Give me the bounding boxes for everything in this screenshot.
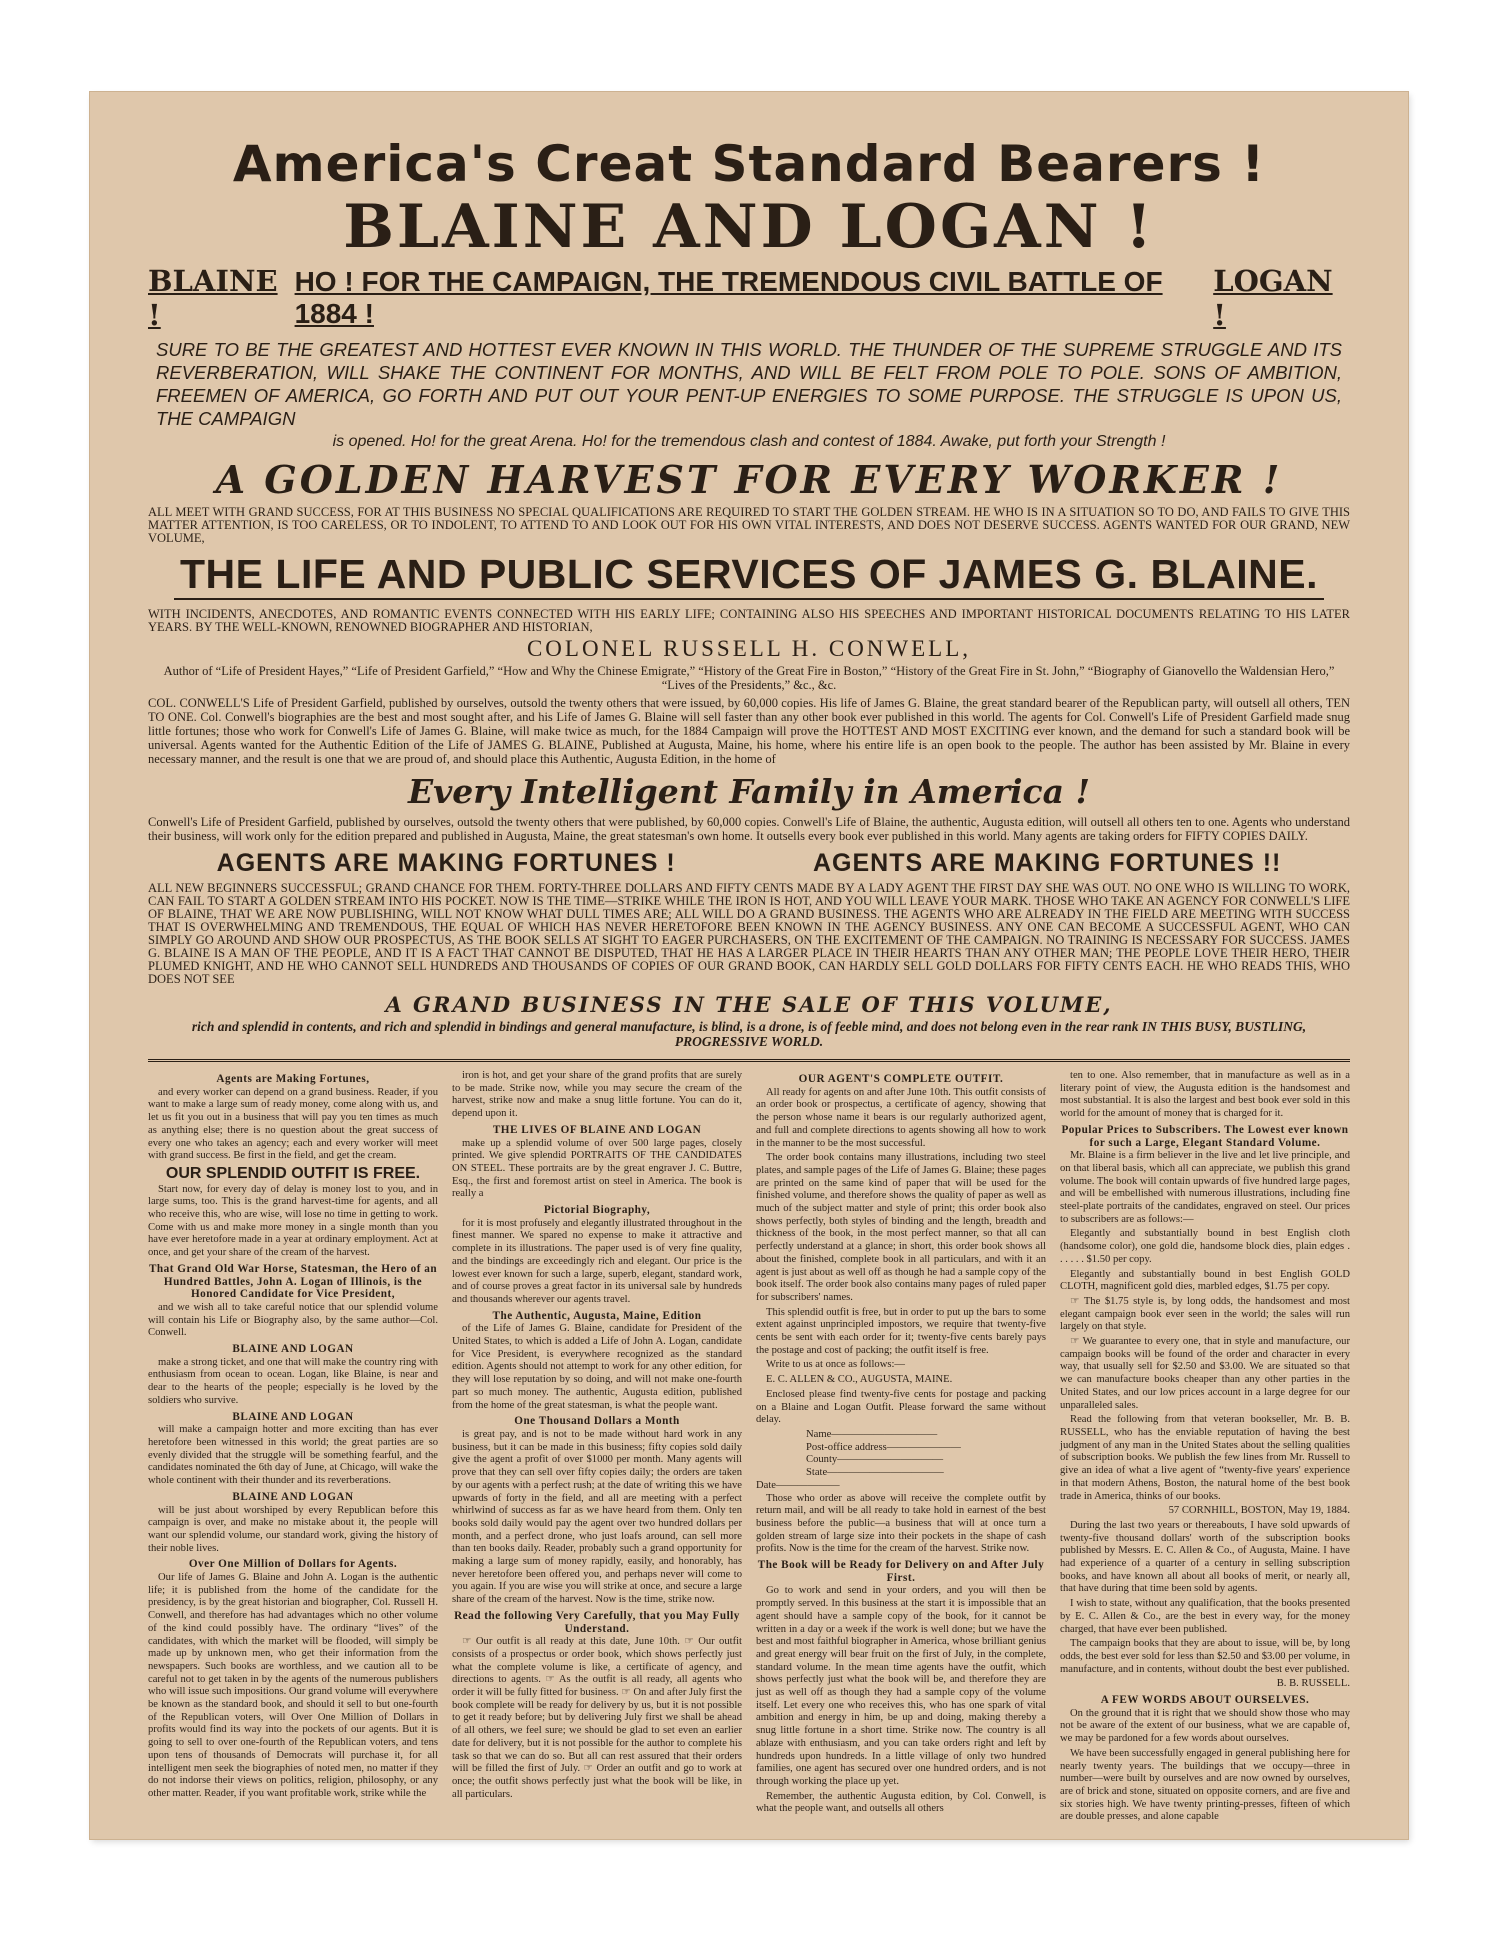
logan-heading: That Grand Old War Horse, Statesman, the Hero of an Hundred Battles, John A. Logan of Illinois, is the Honored Candidate for Vice President, <box>148 1262 438 1301</box>
lead-paragraph <box>156 338 1342 453</box>
blaine-logan-heading: BLAINE AND LOGAN <box>232 1343 354 1356</box>
book-description: WITH INCIDENTS, ANECDOTES, AND ROMANTIC EVENTS CONNECTED WITH HIS EARLY LIFE; CONTAINING ALSO HIS SPEECHES AND IMPORTANT HISTORICAL DOCUMENTS RELATING TO HIS LATER YEARS. BY THE WELL-KNOWN, RENOWNED BIOGRAPHER AND HISTORIAN, <box>148 607 1350 634</box>
col4-text: Read the following from that veteran bookseller, Mr. B. B. RUSSELL, who has the enviable reputation of having the best judgment of any man in the United States about the selling qualities of subscription books. We publish the few lines from Mr. Russell to give an idea of what a live agent of “twenty-five years' experience in that modern Athens, Boston, the natural home of the best book trade in America, thinks of our books. <box>1060 1414 1350 1502</box>
outfit-heading: OUR AGENT'S COMPLETE OUTFIT. <box>798 1073 1004 1085</box>
agents-fortunes-row <box>148 849 1350 878</box>
agents-fortunes-left: AGENTS ARE MAKING FORTUNES ! <box>216 849 676 877</box>
col1-heading: Agents are Making Fortunes, <box>216 1073 370 1085</box>
grand-business-text: rich and splendid in contents, and rich and splendid in bindings and general manufacture, is blind, is a drone, is of feeble mind, and does not belong even in the rear rank IN THIS BUSY, BUSTLING, PROGRESSIVE WORLD. <box>191 1019 1307 1049</box>
col4-text: ☞ We guarantee to every one, that in style and manufacture, our campaign books will be found of the order and character in every way, that usually sell for $2.50 and $3.00. We are situated so that we can manufacture books cheaper than any other parties in the United States, and our low prices account in a large degree for our unparalleled sales. <box>1060 1336 1350 1411</box>
delivery-heading: The Book will be Ready for Delivery on and After July First. <box>757 1559 1045 1584</box>
col2-text: ☞ Our outfit is all ready at this date, June 10th. ☞ Our outfit consists of a prospectus or order book, which shows perfectly just what the complete volume is like, a certificate of agency, and directions to agents. ☞ As the outfit is all ready, all agents who order it will be fully fitted for business. ☞ On and after July first the book complete will be ready for delivery by us, but it is not possible to get it ready before; but by delivering July first we shall be ahead of all others, we feel sure; we should be glad to set even an earlier date for delivery, but it is not possible for the author to complete his task so that we can do so. But all can rest assured that their orders will be filled the first of July. ☞ Order an outfit and go to work at once; the outfit shows perfectly just what the book will be like, in all particulars. <box>452 1636 742 1800</box>
col3-text: Remember, the authentic Augusta edition, by Col. Conwell, is what the people want, and outsells all others <box>756 1790 1046 1815</box>
lives-heading: THE LIVES OF BLAINE AND LOGAN <box>492 1123 702 1136</box>
publisher-address: E. C. ALLEN & CO., AUGUSTA, MAINE. <box>766 1374 953 1386</box>
column-2 <box>452 1070 742 1826</box>
col2-text: iron is hot, and get your share of the grand profits that are surely to be made. Strike now, while you may secure the cream of the harvest, strike now and make a snug little fortune. You can do it, depend upon it. <box>452 1070 742 1120</box>
column-4 <box>1060 1070 1350 1826</box>
conwell-paragraph: COL. CONWELL'S Life of President Garfield, published by ourselves, outsold the twenty others that were issued, by 60,000 copies. His life of James G. Blaine, the great standard bearer of the Republican party, will outsell all others, TEN TO ONE. Col. Conwell's biographies are the best and most sought after, and his Life of James G. Blaine will sell faster than any other book ever published in this world. The agents for Col. Conwell's Life of President Garfield made snug little fortunes; those who work for Conwell's Life of James G. Blaine, will make twice as much, for the 1884 Campaign will prove the HOTTEST AND MOST EXCITING ever known, and the demand for such a standard book will be universal. Agents wanted for the Authentic Edition of the Life of JAMES G. BLAINE, Published at Augusta, Maine, his home, where his entire life is an open book to the people. The author has been assisted by Mr. Blaine in every necessary manner, and the result is one that we are proud of, and should place this Authentic, Augusta Edition, in the home of <box>148 696 1350 766</box>
col1-text: and every worker can depend on a grand business. Reader, if you want to make a large sum of ready money, come along with us, and let us fit you out in a business that will pay you ten times as much as anything else; there is no question about the great success of every one who takes an agency; each and every worker will meet with grand success. Be first in the field, and get the cream. <box>148 1086 438 1162</box>
lead-end: is opened. Ho! for the great Arena. Ho! for the tremendous clash and contest of 1884. Awake, put forth your Strength ! <box>332 433 1166 450</box>
battle-cry-row <box>148 264 1350 332</box>
col4-text: Mr. Blaine is a firm believer in the live and let live principle, and on that liberal basis, which all can appreciate, we publish this grand volume. The book will contain upwards of five hundred large pages, and will be embellished with numerous illustrations, including fine steel-plate portraits of the candidates, engraved on steel. Our prices to subscribers are as follows:— <box>1060 1150 1350 1225</box>
blaine-logan-heading: BLAINE AND LOGAN <box>232 1490 354 1503</box>
logan-cry: LOGAN ! <box>1213 264 1333 332</box>
thousand-heading: One Thousand Dollars a Month <box>514 1415 680 1428</box>
broadside-content <box>148 134 1350 1826</box>
lead-text: SURE TO BE THE GREATEST AND HOTTEST EVER KNOWN IN THIS WORLD. THE THUNDER OF THE SUPREME STRUGGLE AND ITS REVERBERATION, WILL SHAKE THE CONTINENT FOR MONTHS, AND WILL BE FELT FROM POLE TO POLE. SONS OF AMBITION, FREEMEN OF AMERICA, GO FORTH AND PUT OUT YOUR PENT-UP ENERGIES TO SOME PURPOSE. THE STRUGGLE IS UPON US, THE CAMPAIGN <box>156 339 1342 429</box>
author-name: COLONEL RUSSELL H. CONWELL, <box>526 636 972 661</box>
col1-text: make a strong ticket, and one that will make the country ring with enthusiasm from ocean to ocean. Logan, like Blaine, is near and dear to the hearts of the people; especially is he loved by the soldiers who survive. <box>148 1356 438 1406</box>
author-works: Author of “Life of President Hayes,” “Life of President Garfield,” “How and Why the Chinese Emigrate,” “History of the Great Fire in Boston,” “History of the Great Fire in St. John,” “Biography of Gianovello the Waldensian Hero,” “Lives of the Presidents,” &c., &c. <box>163 664 1335 692</box>
col1-text: Start now, for every day of delay is money lost to you, and in large sums, too. This is the grand harvest-time for agents, and all who receive this, who are wise, will lose no time in getting to work. Come with us and make more money in a single month than you have ever heretofore made in a year at ordinary employment. Act at once, and get your share of the cream of the harvest. <box>148 1183 438 1259</box>
letter-dateline: 57 CORNHILL, BOSTON, May 19, 1884. <box>1168 1505 1350 1517</box>
family-headline: Every Intelligent Family in America ! <box>407 772 1090 811</box>
blaine-cry: BLAINE ! <box>148 264 278 332</box>
col3-text: Write to us at once as follows:— <box>766 1359 906 1371</box>
col3-text: Enclosed please find twenty-five cents for postage and packing on a Blaine and Logan Outfit. Please forward the same without delay. <box>756 1388 1046 1426</box>
letter-signature: B. B. RUSSELL. <box>1276 1678 1350 1690</box>
col4-text: We have been successfully engaged in general publishing here for nearly twenty years. The buildings that we occupy—three in number—were built by ourselves and are now owned by ourselves, are of brick and stone, situated on opposite corners, and are five and six stories high. We have twenty printing-presses, fifteen of which are double presses, and alone capable <box>1060 1747 1350 1823</box>
column-3 <box>756 1070 1046 1826</box>
col3-text: This splendid outfit is free, but in order to put up the bars to some extent against unprincipled impostors, we require that twenty-five cents be sent with each order for it; twenty-five cents barely pays the postage and cost of packing; the outfit itself is free. <box>756 1306 1046 1356</box>
million-heading: Over One Million of Dollars for Agents. <box>188 1558 398 1571</box>
prices-heading: Popular Prices to Subscribers. The Lowest ever known for such a Large, Elegant Standard Volume. <box>1061 1123 1349 1149</box>
col2-text: make up a splendid volume of over 500 large pages, closely printed. We give splendid PORTRAITS OF THE CANDIDATES ON STEEL. These portraits are by the great engraver J. C. Buttre, Esq., the first and foremost artist on steel in America. The book is really a <box>452 1137 742 1200</box>
outfit-free-heading: OUR SPLENDID OUTFIT IS FREE. <box>165 1164 421 1182</box>
pictorial-heading: Pictorial Biography, <box>543 1204 651 1217</box>
book-title: THE LIFE AND PUBLIC SERVICES OF JAMES G. BLAINE. <box>174 551 1324 600</box>
agents-text: ALL NEW BEGINNERS SUCCESSFUL; GRAND CHANCE FOR THEM. FORTY-THREE DOLLARS AND FIFTY CENTS MADE BY A LADY AGENT THE FIRST DAY SHE WAS OUT. NO ONE WHO IS WILLING TO WORK, CAN FAIL TO START A GOLDEN STREAM INTO HIS POCKET. NOW IS THE TIME—STRIKE WHILE THE IRON IS HOT, AND YOU WILL LEAVE YOUR MARK. THOSE WHO TAKE AN AGENCY FOR CONWELL'S LIFE OF BLAINE, THAT WE ARE NOW PUBLISHING, WILL NOT KNOW WHAT DULL TIMES ARE; ALL WILL DO A GRAND BUSINESS. THE AGENTS WHO ARE ALREADY IN THE FIELD ARE MEETING WITH SUCCESS THAT IS OVERWHELMING AND TREMENDOUS, THE EQUAL OF WHICH HAS NEVER HERETOFORE BEEN KNOWN IN THE AGENCY BUSINESS. ANY ONE CAN BECOME A SUCCESSFUL AGENT, WHO CAN SIMPLY GO AROUND AND SHOW OUR PROSPECTUS, AS THE BOOK SELLS AT SIGHT TO EAGER PURCHASERS, ON THE EXCITEMENT OF THE CAMPAIGN. NO TRAINING IS NECESSARY FOR SUCCESS. JAMES G. BLAINE IS A MAN OF THE PEOPLE, AND IT IS A FACT THAT CANNOT BE DISPUTED, THAT HE HAS A LARGER PLACE IN THEIR HEARTS THAN ANY OTHER MAN; THE PEOPLE LOVE THEIR HERO, THEIR PLUMED KNIGHT, AND HE WHO CANNOT SELL HUNDREDS AND THOUSANDS OF COPIES OF OUR GRAND BOOK, CAN HARDLY SELL GOLD DOLLARS FOR FIFTY CENTS EACH. HE WHO READS THIS, WHO DOES NOT SEE <box>148 881 1350 986</box>
col4-text: I wish to state, without any qualification, that the books presented by E. C. Allen & Co., are the best in every way, for the money charged, that have ever been published. <box>1060 1598 1350 1635</box>
col1-text: Our life of James G. Blaine and John A. Logan is the authentic life; it is published from the home of the candidate for the presidency, is by the great historian and biographer, Col. Russell H. Conwell, and therefore has had advantages which no other volume of the kind could possibly have. The ordinary “lives” of the candidates, with which the market will be flooded, will simply be made up by unknown men, who get their information from the newspapers. Such books are worthless, and we caution all to be careful not to get taken in by the agents of the numerous publishers who will issue such impositions. Our grand volume will everywhere be known as the standard book, and should it sell to but one-fourth of the Republican voters, will Over One Million of Dollars in profits would find its way into the pockets of our agents. But it is going to sell to over one-fourth of the Republican voters, and tens upon tens of thousands of Democrats will purchase it, for all intelligent men seek the biographies of noted men, no matter if they do not indorse their views on politics, religion, philosophy, or any other matter. Reader, if you want profitable work, strike while the <box>148 1572 438 1799</box>
main-title: America's Creat Standard Bearers ! <box>232 135 1266 193</box>
col2-text: of the Life of James G. Blaine, candidate for President of the United States, to which is added a Life of John A. Logan, candidate for Vice President, is everywhere recognized as the standard edition. Agents should not attempt to work for any other edition, for they will lose reputation by so doing, and will not make one-fourth part so much money. The authentic, Augusta edition, published from the home of the great statesman, is what the people want. <box>452 1323 742 1411</box>
col4-text: Elegantly and substantially bound in best English GOLD CLOTH, magnificent gold dies, marbled edges, $1.75 per copy. <box>1060 1268 1350 1293</box>
body-columns <box>148 1070 1350 1826</box>
column-1 <box>148 1070 438 1826</box>
col4-text: ☞ The $1.75 style is, by long odds, the handsomest and most elegant campaign book ever seen in the world; the sales will run largely on that style. <box>1060 1295 1350 1333</box>
read-carefully-heading: Read the following Very Carefully, that you May Fully Understand. <box>454 1609 740 1635</box>
col4-text: On the ground that it is right that we should show those who may not be aware of the extent of our business, what we are capable of, we may be pardoned for a few words about ourselves. <box>1060 1707 1350 1745</box>
col3-text: The order book contains many illustrations, including two steel plates, and sample pages of the Life of James G. Blaine; these pages are printed on the same kind of paper that will be used for the finished volume, and therefore shows the quality of paper as well as much of the subject matter and style of print; this order book also shows perfectly, both styles of binding and the length, breadth and thickness of the book, in the most perfect manner, so that all can perfectly understand at a glance; in short, this order book shows all about the finished, complete book in all particulars, and with it an agent is just about as well off as though he had a sample copy of the book itself. The order book also contains many pages of ruled paper for subscribers' names. <box>756 1152 1046 1303</box>
form-date-line: Date—————— <box>756 1479 840 1491</box>
golden-harvest-headline: A GOLDEN HARVEST FOR EVERY WORKER ! <box>215 457 1283 502</box>
agents-fortunes-right: AGENTS ARE MAKING FORTUNES !! <box>813 849 1282 877</box>
masthead <box>148 134 1350 260</box>
col1-text: will be just about worshiped by every Republican before this campaign is over, and make no mistake about it, the people will want our splendid volume, our standard work, giving the history of their noble lives. <box>148 1504 438 1554</box>
col1-text: and we wish all to take careful notice that our splendid volume will contain his Life or Biography also, by the same author—Col. Conwell. <box>148 1301 438 1339</box>
col4-text: ten to one. Also remember, that in manufacture as well as in a literary point of view, the Augusta edition is the handsomest and most substantial. It is also the largest and best book ever sold in this world for the amount of money that is charged for it. <box>1060 1070 1350 1120</box>
col3-text: Those who order as above will receive the complete outfit by return mail, and will be all ready to take hold in earnest of the best business before the public—a business that will at once turn a golden stream of large size into their pockets in the shape of cash profits. Now is the time for the cream of the harvest. Strike now. <box>756 1492 1046 1555</box>
col1-text: will make a campaign hotter and more exciting than has ever heretofore been witnessed in this world; the great parties are so evenly divided that the struggle will be something fearful, and the candidates nominated the 6th day of June, at Chicago, will wake the whole continent with their thunder and its reverberations. <box>148 1424 438 1487</box>
form-name-line: Name—————————— <box>806 1428 938 1440</box>
grand-business-headline: A GRAND BUSINESS IN THE SALE OF THIS VOLUME, <box>385 992 1113 1017</box>
form-county-line: County—————————— <box>806 1454 944 1466</box>
blaine-logan-heading: BLAINE AND LOGAN <box>232 1410 354 1423</box>
candidates-title: BLAINE AND LOGAN ! <box>343 192 1155 262</box>
golden-harvest-text: ALL MEET WITH GRAND SUCCESS, FOR AT THIS BUSINESS NO SPECIAL QUALIFICATIONS ARE REQUIRED TO START THE GOLDEN STREAM. HE WHO IS IN A SITUATION SO TO DO, AND FAILS TO GIVE THIS MATTER ATTENTION, IS TOO CARELESS, OR TO INDOLENT, TO ATTEND TO AND LOOK OUT FOR HIS OWN VITAL INTERESTS, AND DOES NOT DESERVE SUCCESS. AGENTS WANTED FOR OUR GRAND, NEW VOLUME, <box>148 505 1350 545</box>
section-divider <box>148 1059 1350 1062</box>
order-form <box>756 1429 1046 1480</box>
form-address-line: Post-office address——————— <box>806 1441 961 1453</box>
col3-text: All ready for agents on and after June 10th. This outfit consists of an order book or prospectus, a certificate of agency, showing that the person whose name it bears is our regularly authorized agent, and full and complete directions to agents showing all how to work in the manner to be the most successful. <box>756 1086 1046 1149</box>
campaign-cry: HO ! FOR THE CAMPAIGN, THE TREMENDOUS CIVIL BATTLE OF 1884 ! <box>294 266 1163 329</box>
col3-text: Go to work and send in your orders, and you will then be promptly served. In this business at the start it is impossible that an agent should have a sample copy of the book, for it cannot be written in a day or a week if the work is well done; but we have the best and most faithful biographer in America, whose brilliant genius and great energy will bear fruit on the first of July, in the complete, standard volume. In the mean time agents have the outfit, which shows perfectly just what the book will be, and therefore they are just as well off as though they had a sample copy of the volume itself. Let every one who receives this, who has one spark of vital ambition and energy in him, be up and doing, making thereby a snug little fortune in a short time. Strike now. The country is all ablaze with enthusiasm, and you can take orders right and left by hundreds upon hundreds. In a little village of only two hundred families, one agent has secured over one hundred orders, and is not through working the place up yet. <box>756 1585 1046 1787</box>
augusta-heading: The Authentic, Augusta, Maine, Edition <box>492 1309 702 1322</box>
col4-text: The campaign books that they are about to issue, will be, by long odds, the best ever sold for less than $2.50 and $3.00 per volume, in manufacture, and in contents, without doubt the best ever published. <box>1060 1638 1350 1675</box>
broadside-sheet <box>90 92 1408 1839</box>
col2-text: for it is most profusely and elegantly illustrated throughout in the finest manner. We spared no expense to make it attractive and complete in its illustrations. The paper used is of very fine quality, and the bindings are exceedingly rich and elegant. Our price is the lowest ever known for such a large, superb, elegant, standard work, and of course proves a great factor in its universal sale by hundreds and thousands wherever our agents travel. <box>452 1217 742 1305</box>
ourselves-heading: A FEW WORDS ABOUT OURSELVES. <box>1100 1694 1310 1707</box>
form-state-line: State——————————— <box>806 1467 944 1479</box>
col2-text: is great pay, and is not to be made without hard work in any business, but it can be made in this business; fifty copies sold daily give the agent a profit of over $1000 per month. Many agents will prove that they can sell over fifty copies daily; the orders are taken by our agents with a perfect rush; at the date of writing this we have upwards of forty in the field, and all are meeting with a perfect whirlwind of success as far as we have heard from them. Only ten books sold daily would pay the agent over two hundred dollars per month, and a perfect drone, who just loafs around, can sell more than ten books daily. Reader, probably such a grand opportunity for making a large sum of money rapidly, easily, and honorably, has never heretofore been offered you, and perhaps never will come to you again. If you are wise you will strike at once, and secure a large share of the cream of the harvest. Now is the time, strike now. <box>452 1428 742 1606</box>
family-text: Conwell's Life of President Garfield, published by ourselves, outsold the twenty others that were published, by 60,000 copies. Conwell's Life of Blaine, the authentic, Augusta edition, will outsell all others ten to one. Agents who understand their business, will work only for the edition prepared and published in Augusta, Maine, the great statesman's own home. It outsells every book ever published in this world. Many agents are taking orders for FIFTY COPIES DAILY. <box>148 815 1350 843</box>
col4-text: During the last two years or thereabouts, I have sold upwards of twenty-five thousand dollars' worth of the subscription books published by Messrs. E. C. Allen & Co., of Augusta, Maine. I have had experience of a quarter of a century in selling subscription books, and have known all about all books of merit, or nearly all, that have during that time been sold by agents. <box>1060 1519 1350 1595</box>
col4-text: Elegantly and substantially bound in best English cloth (handsome color), one gold die, handsome block dies, plain edges . . . . . . $1.50 per copy. <box>1060 1228 1350 1265</box>
